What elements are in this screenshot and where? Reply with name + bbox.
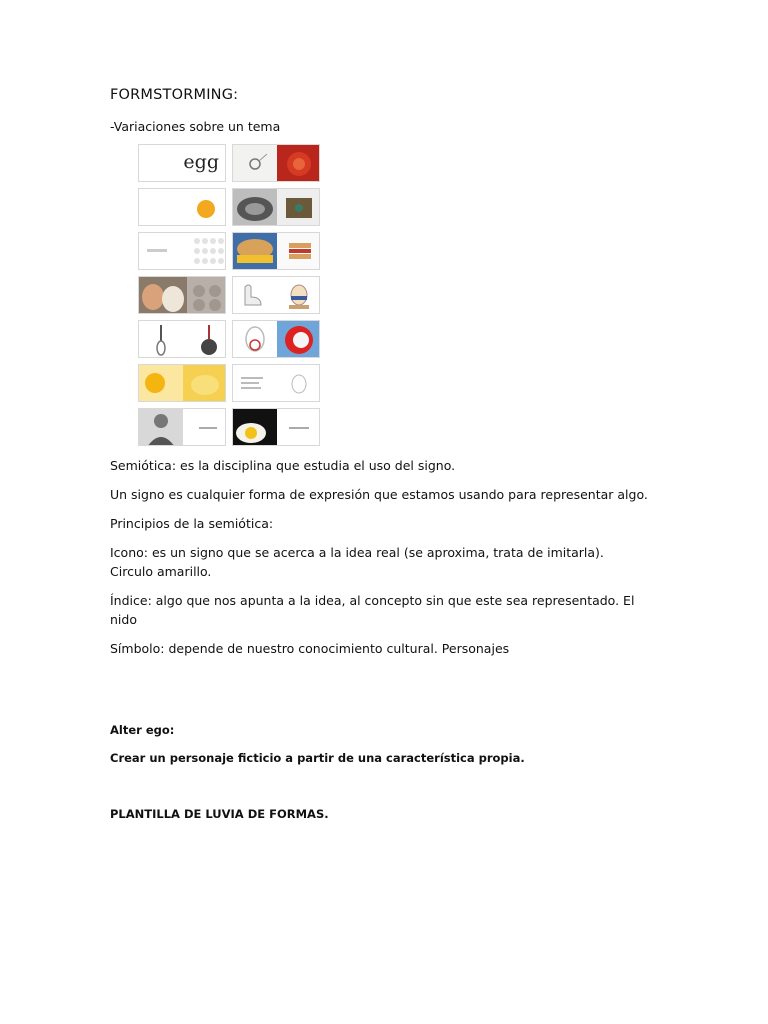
paragraph-icono: Icono: es un signo que se acerca a la idea real (se aproxima, trata de imitarla). Circulo amarillo. xyxy=(110,545,604,579)
dots-grid-icon xyxy=(139,233,226,270)
paragraph-semiotica: Semiótica: es la disciplina que estudia el uso del signo. xyxy=(110,458,456,473)
tile-whisk-pan xyxy=(138,320,226,358)
tile-portrait xyxy=(138,408,226,446)
egg-chair-icon xyxy=(233,321,320,358)
sandwich-icon xyxy=(233,233,320,270)
document-title: FORMSTORMING: xyxy=(110,87,239,103)
paragraph-personaje: Crear un personaje ficticio a partir de una característica propia. xyxy=(110,751,525,765)
paragraph-simbolo: Símbolo: depende de nuestro conocimiento cultural. Personajes xyxy=(110,641,510,656)
tile-text-egg-outline xyxy=(232,364,320,402)
tile-egg-carton xyxy=(138,276,226,314)
nest-icon xyxy=(233,189,320,226)
egg-word-label: egg xyxy=(183,151,219,173)
paragraph-plantilla: PLANTILLA DE LUVIA DE FORMAS. xyxy=(110,807,329,821)
egg-outline-icon xyxy=(233,365,320,402)
yolk-icon xyxy=(139,365,226,402)
egg-variations-collage xyxy=(138,144,324,446)
tile-muffin-sandwich xyxy=(232,232,320,270)
tile-yolk xyxy=(138,364,226,402)
sperm-egg-icon xyxy=(233,145,320,182)
tile-goose-humpty xyxy=(232,276,320,314)
tile-sperm-egg xyxy=(232,144,320,182)
paragraph-signo: Un signo es cualquier forma de expresión que estamos usando para representar algo. xyxy=(110,487,648,502)
tile-dots xyxy=(138,232,226,270)
whisk-pan-icon xyxy=(139,321,226,358)
paragraph-principios: Principios de la semiótica: xyxy=(110,516,274,531)
tile-boiled-egg xyxy=(232,408,320,446)
tile-yellow-circle xyxy=(138,188,226,226)
tile-egg-word xyxy=(138,144,226,182)
boiled-egg-icon xyxy=(233,409,320,446)
tile-egg-chair xyxy=(232,320,320,358)
goose-humpty-icon xyxy=(233,277,320,314)
subtitle: -Variaciones sobre un tema xyxy=(110,119,281,134)
paragraph-indice: Índice: algo que nos apunta a la idea, al concepto sin que este sea representado. El nido xyxy=(110,593,635,627)
egg-carton-icon xyxy=(139,277,226,314)
paragraph-alter-ego: Alter ego: xyxy=(110,723,175,737)
yellow-circle-icon xyxy=(139,189,226,226)
portrait-icon xyxy=(139,409,226,446)
tile-nest xyxy=(232,188,320,226)
